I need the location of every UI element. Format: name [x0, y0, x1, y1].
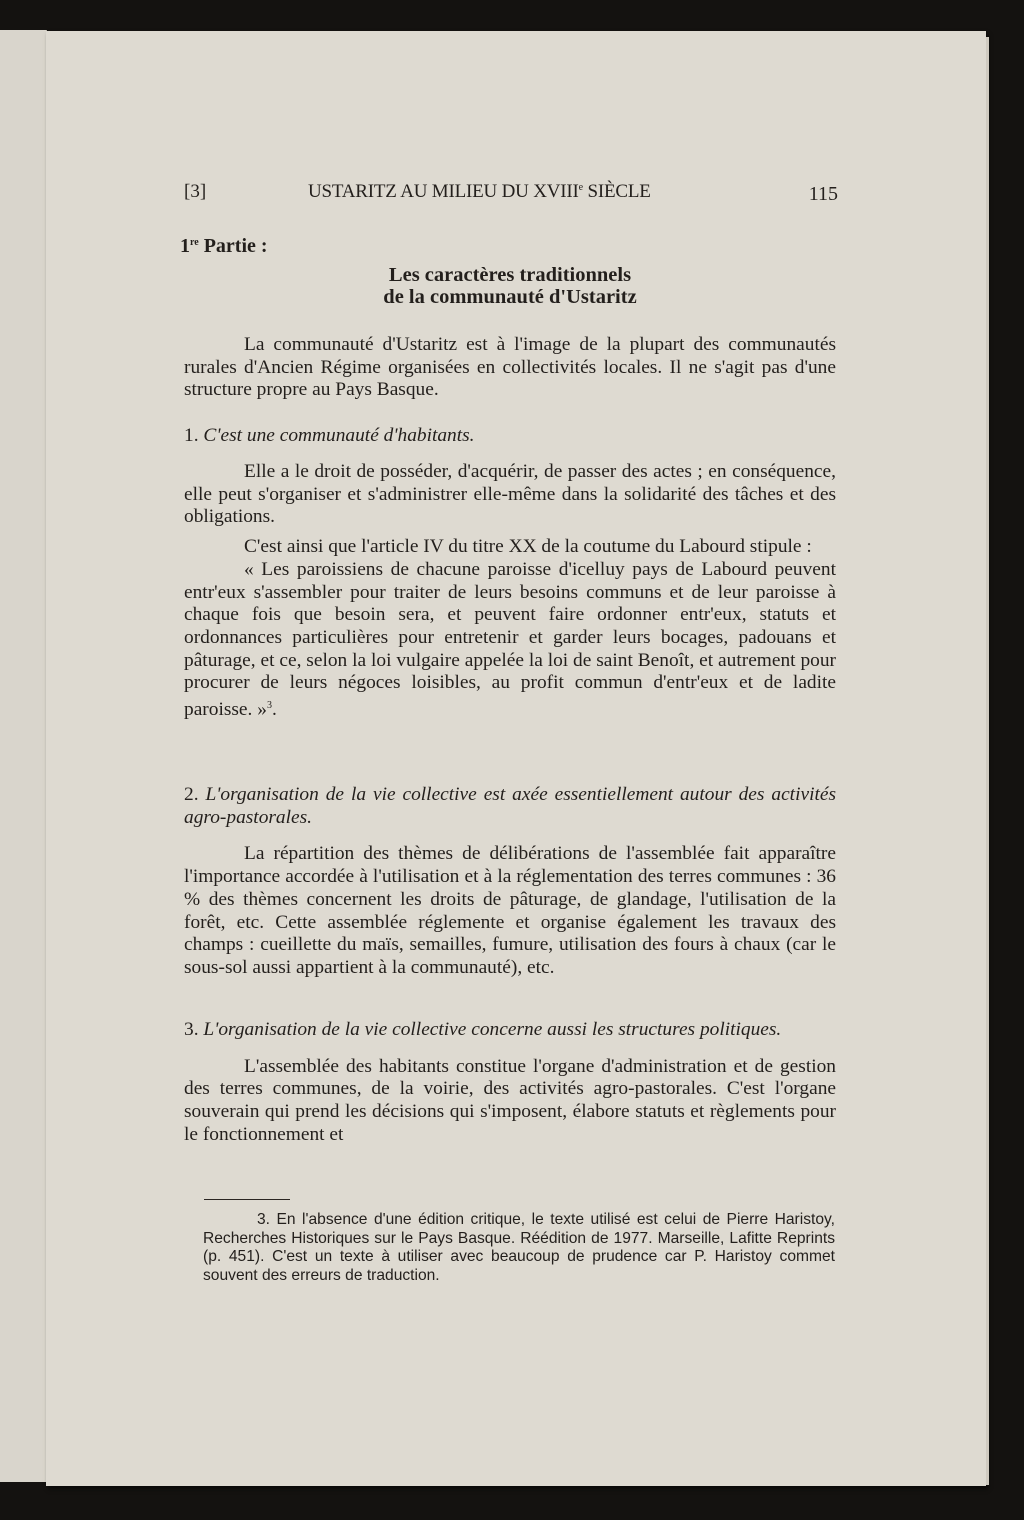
section-3-number: 3. — [184, 1019, 199, 1040]
quote-end: . — [271, 699, 277, 721]
running-title-text: USTARITZ AU MILIEU DU XVIII — [308, 181, 579, 202]
section-1-quote — [184, 559, 836, 722]
footnote-ref[interactable]: 3 — [266, 700, 272, 712]
running-title — [308, 181, 651, 203]
footnote-separator — [204, 1199, 290, 1200]
section-1-body — [184, 461, 836, 722]
running-title-end: SIÈCLE — [582, 181, 651, 202]
section-1-paragraph-1: Elle a le droit de posséder, d'acquérir, de passer des actes ; en conséquence, elle peut s'organiser et s'administrer elle-même dans la solidarité des tâches et des obligations. — [184, 461, 836, 528]
section-2-heading-text: L'organisation de la vie collective est axée essentiellement autour des activités agro-pastorales. — [184, 784, 836, 828]
section-2-paragraph-1: La répartition des thèmes de délibérations de l'assemblée fait apparaître l'importance accordée à l'utilisation et à la réglementation des terres communes : 36 % des thèmes concernent les droits de pâturage, de glandage, l'utilisation de la forêt, etc. Cette assemblée réglemente et organise également les travaux des champs : cueillette du maïs, semailles, fumure, utilisation des fours à chaux (car le sous-sol aussi appartient à la communauté), etc. — [184, 843, 836, 978]
running-head — [184, 179, 838, 207]
section-2 — [184, 784, 836, 980]
section-3-heading — [184, 1019, 836, 1042]
footnote-3-text: En l'absence d'une édition critique, le texte utilisé est celui de Pierre Haristoy, Recherches Historiques sur le Pays Basque. Réédition de 1977. Marseille, Lafitte Reprints (p. 451). C'est un texte à utiliser avec beaucoup de prudence car P. Haristoy commet souvent des erreurs de traduction. — [203, 1211, 835, 1284]
section-3 — [184, 1019, 836, 1147]
section-1-number: 1. — [184, 425, 199, 446]
footnote-3 — [203, 1211, 835, 1285]
section-3-heading-text: L'organisation de la vie collective concerne aussi les structures politiques. — [203, 1019, 782, 1040]
part-label — [180, 235, 268, 258]
part-number: 1 — [180, 235, 190, 257]
part-number-superscript: re — [190, 237, 199, 248]
intro-paragraph-block — [184, 334, 836, 402]
section-1-heading-text: C'est une communauté d'habitants. — [203, 425, 475, 446]
part-title-line-2: de la communauté d'Ustaritz — [383, 286, 637, 308]
quote-text: « Les paroissiens de chacune paroisse d'icelluy pays de Labourd peuvent entr'eux s'assembler pour traiter de leurs besoins communs et de leur paroisse à chaque fois que besoin sera, et peuvent faire ordonner entr'eux, statuts et ordonnances particulières pour entretenir et garder leurs bocages, padouans et pâturage, et ce, selon la loi vulgaire appelée la loi de saint Benoît, et autrement pour procurer de leurs négoces loisibles, au profit commun d'entr'eux et de ladite paroisse. » — [184, 558, 836, 721]
page-stack-edge — [986, 37, 989, 1485]
section-1 — [184, 425, 836, 448]
section-2-number: 2. — [184, 784, 199, 805]
page-number: 115 — [808, 183, 838, 205]
section-3-paragraph-1: L'assemblée des habitants constitue l'organe d'administration et de gestion des terres communes, de la voirie, des activités agro-pastorales. C'est l'organe souverain qui prend les décisions qui s'imposent, élabore statuts et règlements pour le fonctionnement et — [184, 1055, 836, 1145]
footnotes — [203, 1211, 835, 1285]
section-2-heading — [184, 784, 836, 829]
intro-paragraph: La communauté d'Ustaritz est à l'image de la plupart des communautés rurales d'Ancien Régime organisées en collectivités locales. Il ne s'agit pas d'une structure propre au Pays Basque. — [184, 334, 836, 401]
section-1-heading — [184, 425, 836, 448]
facing-page-edge — [0, 30, 47, 1482]
part-title-line-1: Les caractères traditionnels — [388, 264, 632, 286]
footnote-3-number: 3. — [257, 1211, 271, 1228]
running-title-superscript: e — [578, 182, 583, 193]
section-1-paragraph-2: C'est ainsi que l'article IV du titre XX de la coutume du Labourd stipule : — [244, 536, 812, 558]
part-title — [184, 264, 836, 308]
part-label-text: Partie : — [198, 235, 268, 257]
section-marker: [3] — [184, 181, 207, 202]
